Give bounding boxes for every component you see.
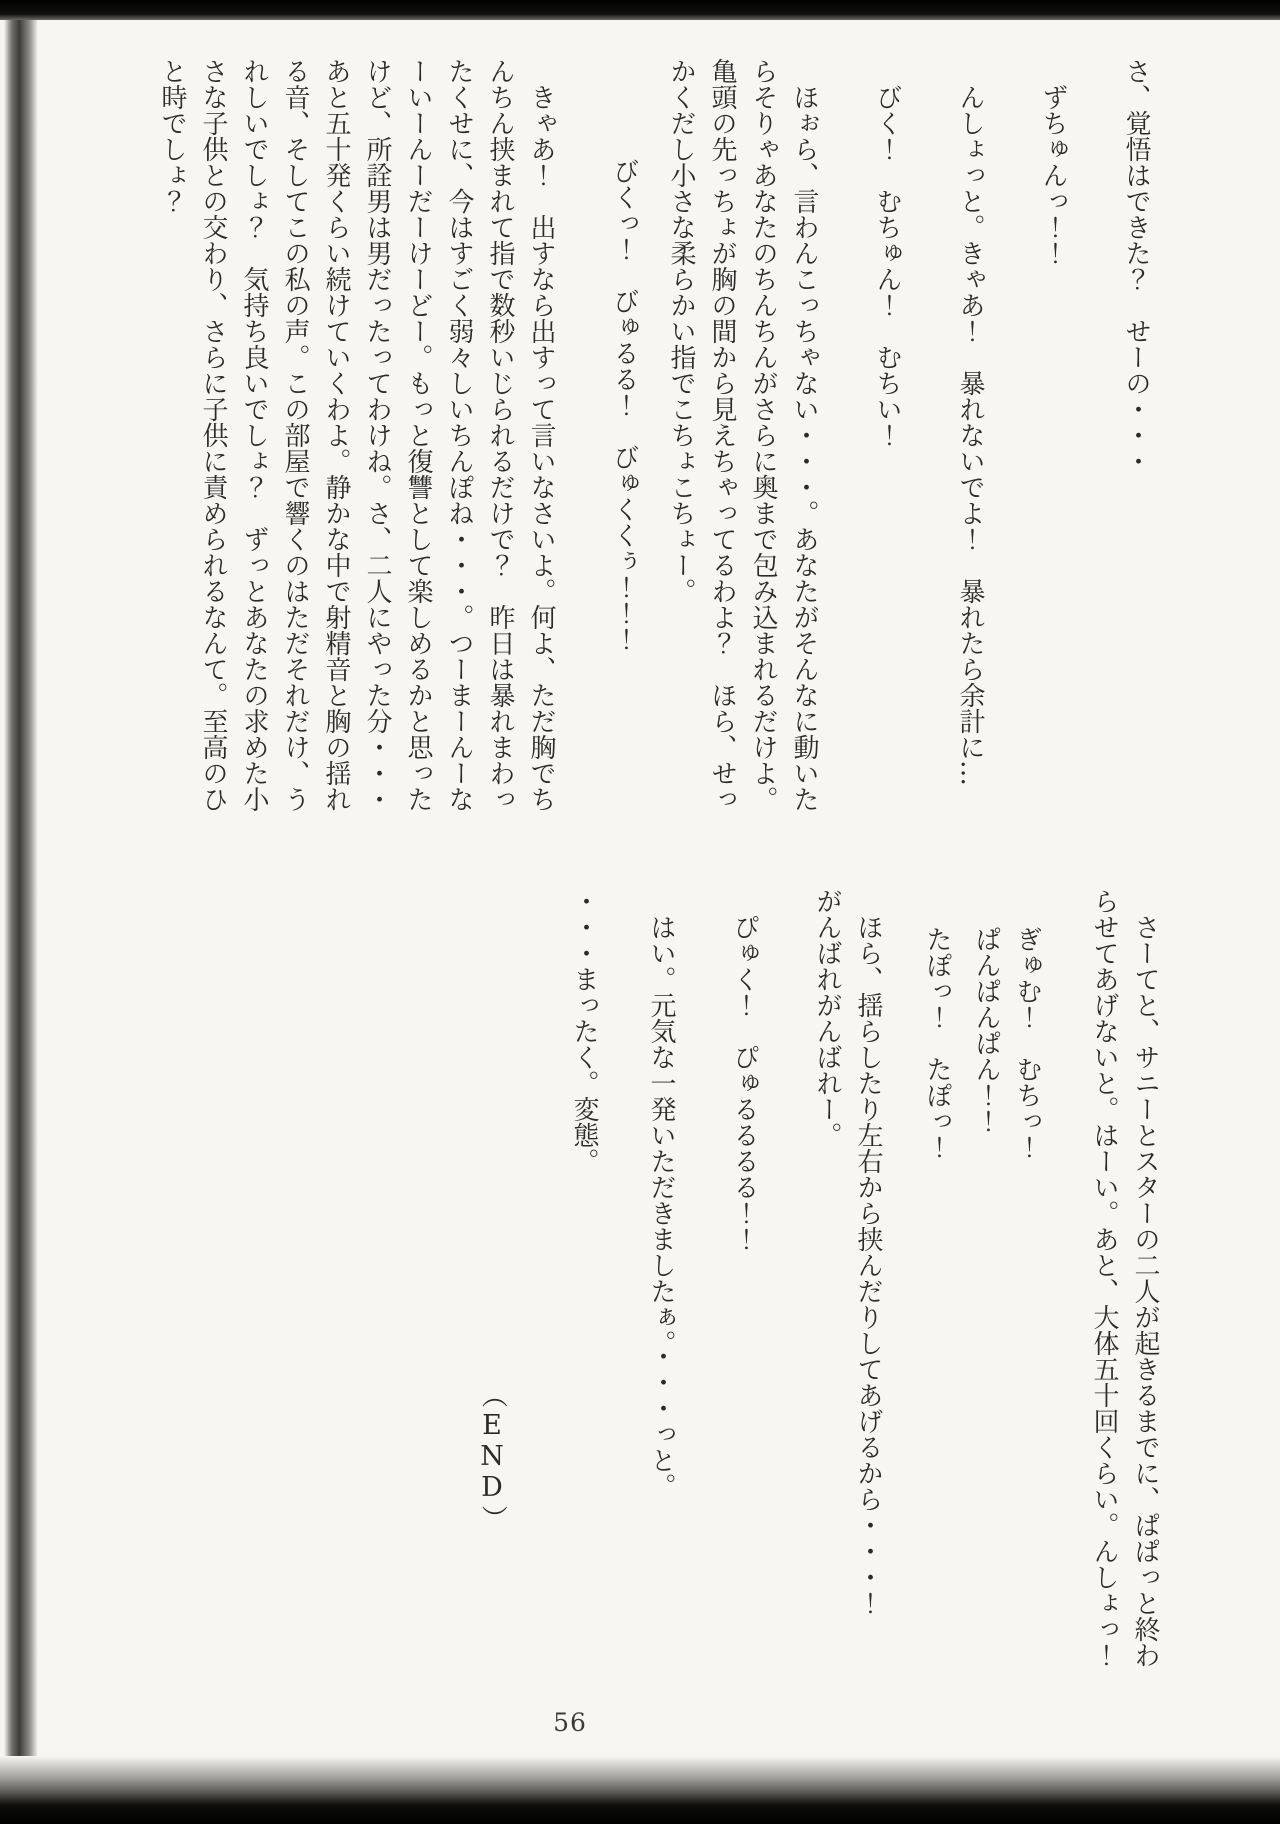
dialogue-line: はい。元気な一発いただきましたぁ。・・・っと。 [646, 914, 676, 1499]
upper-text-block [151, 58, 1156, 823]
end-mark-letter: N [480, 1440, 504, 1472]
dialogue-line: んしょっと。きゃあ！ 暴れないでよ！ 暴れたら余計に… [955, 84, 985, 786]
sfx-line: ぴゅく！ ぴゅるるるる！！ [729, 914, 759, 1252]
sfx-line: びくっ！ びゅるる！ びゅくくぅ！！！ [609, 158, 639, 652]
sfx-line: ぎゅむ！ むちっ！ [1012, 926, 1042, 1160]
top-edge-bar [0, 0, 1280, 20]
sfx-line: びく！ むちゅん！ むちい！ [872, 84, 902, 448]
dialogue-line: さーてと、サニーとスターの二人が起きるまでに、ぱぱっと終わらせてあげないと。はーい。あと、大体五十回くらい。んしょっ！ [1089, 888, 1160, 1668]
end-mark-close-paren: ） [477, 1504, 508, 1531]
sfx-line: ずちゅんっ！！ [1038, 84, 1068, 266]
end-mark-letter: D [481, 1471, 503, 1503]
lower-text-block [563, 888, 1165, 1680]
sfx-line: たぽっ！ たぽっ！ [922, 926, 952, 1160]
dialogue-line: ほぉら、言わんこっちゃない・・・。あなたがそんなに動いたらそりゃあなたのちんちんがさらに奥まで包み込まれるだけよ。亀頭の先っちょが胸の間から見えちゃってるわよ？ ほら、せっかくだし小さな柔らかい指でこちょこちょー。 [666, 58, 819, 812]
end-mark [472, 1380, 512, 1533]
end-mark-open-paren: （ [477, 1381, 508, 1408]
sfx-line: ぱんぱんぱん！！ [971, 926, 1001, 1134]
bottom-edge-bar [0, 1756, 1280, 1824]
dialogue-line: さ、覚悟はできた？ せーの・・・ [1121, 58, 1151, 474]
end-mark-letter: E [482, 1409, 502, 1441]
dialogue-line: ほら、揺らしたり左右から挟んだりしてあげるから・・・！ がんばれがんばれー。 [812, 888, 883, 1616]
binding-gutter-shadow [4, 20, 38, 1760]
page-number: 56 [553, 1708, 587, 1737]
dialogue-line: きゃあ！ 出すなら出すって言いなさいよ。何よ、ただ胸でちんちん挟まれて指で数秒いじられるだけで？ 昨日は暴れまわったくせに、今はすごく弱々しいちんぽね・・・。つーまーんーなーいーんーだーけーどー。もっと復讐として楽しめるかと思ったけど、所詮男は男だったってわけね。さ、二人にやった分・・・あと五十発くらい続けていくわよ。静かな中で射精音と胸の揺れる音、そしてこの私の声。この部屋で響くのはただそれだけ、うれしいでしょ？ 気持ち良いでしょ？ ずっとあなたの求めた小さな子供との交わり、さらに子供に責められるなんて。至高のひと時でしょ？ [157, 58, 556, 812]
dialogue-line: ・・・まったく。変態。 [569, 888, 599, 1174]
